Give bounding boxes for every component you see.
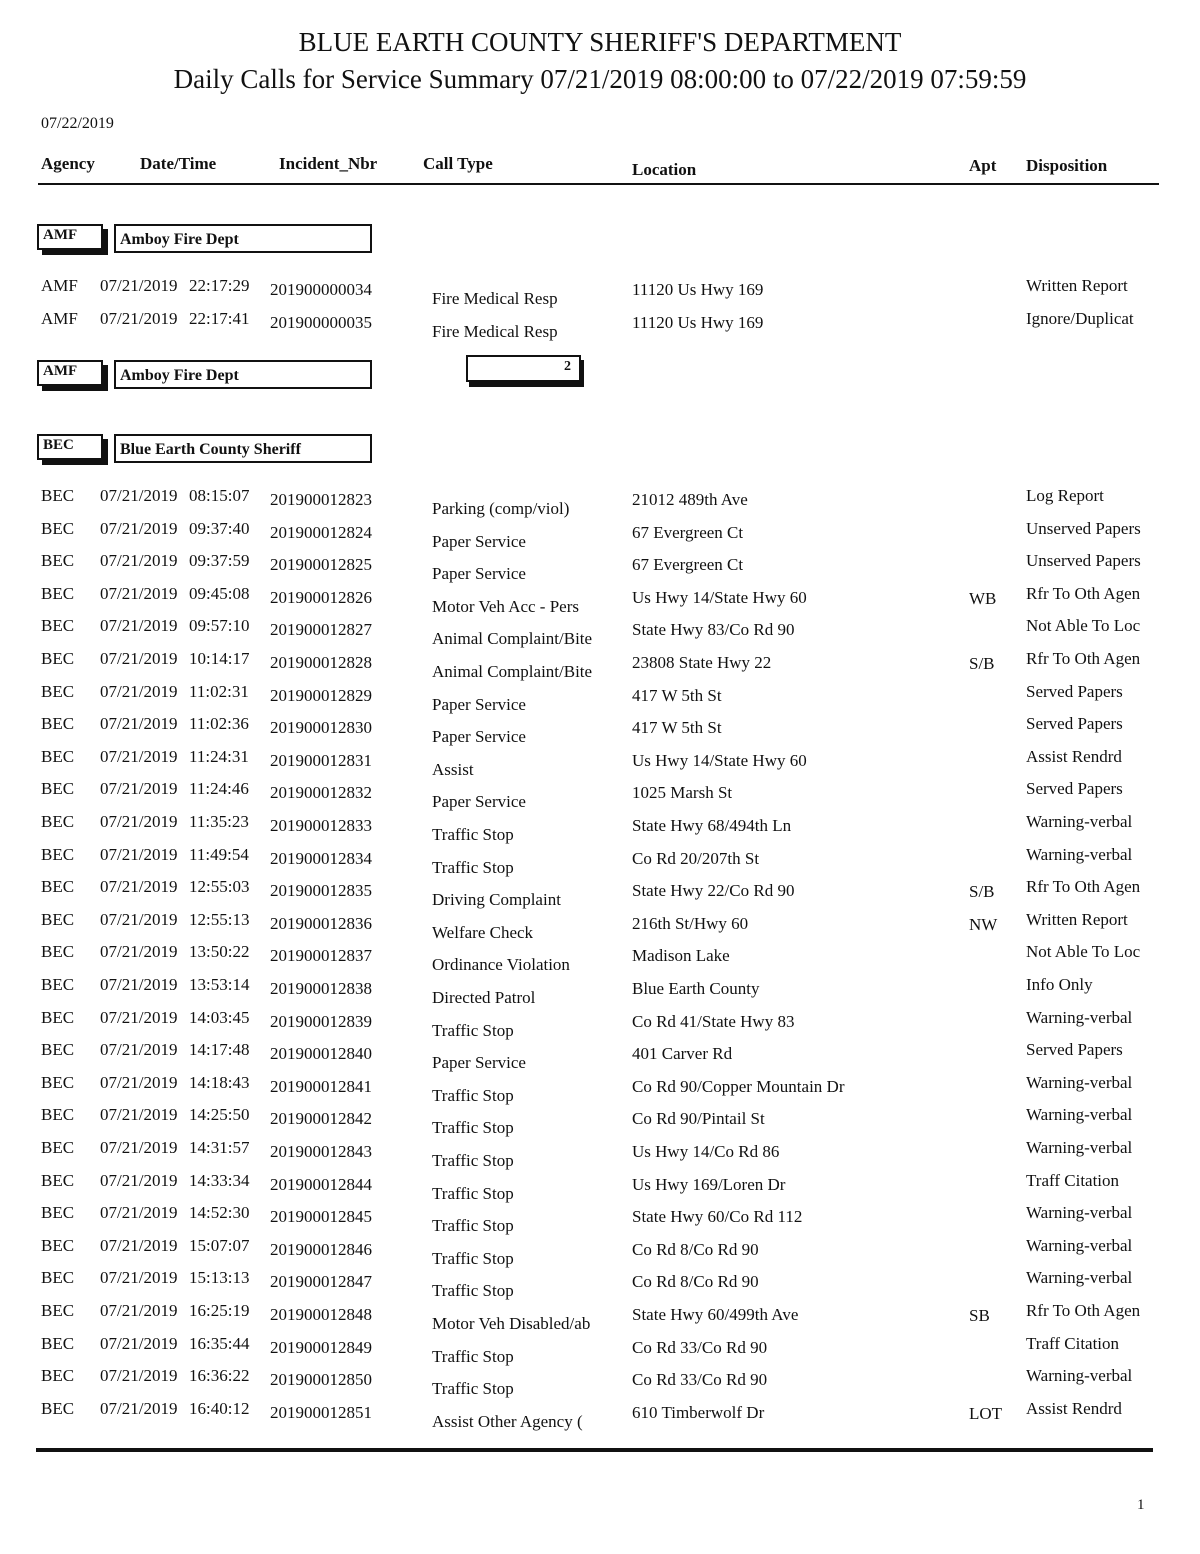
- cell-agency: AMF: [41, 309, 78, 328]
- cell-incident: 201900012829: [270, 685, 372, 705]
- group-count-box: 2: [466, 355, 581, 382]
- cell-location: Blue Earth County: [632, 979, 760, 998]
- cell-date: 07/21/2019: [100, 812, 178, 831]
- cell-agency: BEC: [41, 1301, 75, 1320]
- cell-location: State Hwy 22/Co Rd 90: [632, 881, 795, 901]
- cell-time: 12:55:03: [189, 877, 250, 897]
- cell-location: Us Hwy 169/Loren Dr: [632, 1174, 786, 1194]
- cell-time: 11:02:31: [189, 681, 249, 701]
- group-footer-name-box: Amboy Fire Dept: [114, 360, 372, 389]
- cell-agency: BEC: [41, 583, 75, 603]
- cell-agency: BEC: [41, 1333, 75, 1353]
- cell-incident: 201900012828: [270, 653, 372, 672]
- cell-agency: BEC: [41, 812, 75, 831]
- cell-location: Us Hwy 14/State Hwy 60: [632, 587, 807, 607]
- cell-disposition: Warning-verbal: [1026, 1235, 1133, 1255]
- cell-calltype: Paper Service: [432, 564, 526, 584]
- cell-disposition: Warning-verbal: [1026, 1105, 1133, 1125]
- cell-time: 11:24:46: [189, 779, 249, 799]
- cell-calltype: Traffic Stop: [432, 1151, 514, 1170]
- cell-calltype: Traffic Stop: [432, 1379, 514, 1399]
- cell-incident: 201900012824: [270, 522, 372, 542]
- group-name-box: Amboy Fire Dept: [114, 224, 372, 253]
- report-title: BLUE EARTH COUNTY SHERIFF'S DEPARTMENT: [298, 27, 902, 57]
- cell-calltype: Traffic Stop: [432, 1183, 514, 1203]
- cell-calltype: Paper Service: [432, 1053, 526, 1073]
- cell-agency: BEC: [41, 551, 75, 571]
- cell-calltype: Traffic Stop: [432, 1248, 514, 1268]
- cell-time: 11:49:54: [189, 844, 249, 864]
- cell-time: 12:55:13: [189, 909, 250, 929]
- cell-location: Co Rd 20/207th St: [632, 848, 760, 868]
- cell-incident: 201900012840: [270, 1044, 372, 1064]
- cell-disposition: Warning-verbal: [1026, 812, 1133, 831]
- cell-date: 07/21/2019: [100, 1301, 178, 1320]
- cell-location: 21012 489th Ave: [632, 490, 748, 509]
- cell-date: 07/21/2019: [100, 1138, 178, 1157]
- cell-date: 07/21/2019: [100, 681, 178, 701]
- cell-agency: BEC: [41, 942, 75, 962]
- cell-date: 07/21/2019: [100, 276, 178, 295]
- cell-calltype: Traffic Stop: [432, 1020, 514, 1040]
- cell-time: 22:17:29: [189, 276, 250, 295]
- cell-calltype: Motor Veh Acc - Pers: [432, 596, 579, 616]
- cell-disposition: Rfr To Oth Agen: [1026, 583, 1141, 603]
- cell-agency: BEC: [41, 1040, 75, 1060]
- col-header-calltype: Call Type: [423, 154, 493, 173]
- cell-date: 07/21/2019: [100, 746, 178, 766]
- cell-incident: 201900012834: [270, 848, 372, 868]
- cell-location: 610 Timberwolf Dr: [632, 1402, 765, 1422]
- cell-time: 09:37:59: [189, 551, 250, 571]
- cell-time: 14:33:34: [189, 1170, 250, 1190]
- cell-disposition: Traff Citation: [1026, 1170, 1120, 1190]
- cell-date: 07/21/2019: [100, 616, 178, 636]
- cell-calltype: Traffic Stop: [432, 1346, 514, 1366]
- cell-incident: 201900012843: [270, 1142, 372, 1161]
- cell-calltype: Fire Medical Resp: [432, 289, 558, 308]
- cell-disposition: Log Report: [1026, 486, 1104, 505]
- cell-time: 14:03:45: [189, 1007, 250, 1027]
- cell-location: 1025 Marsh St: [632, 783, 733, 803]
- cell-incident: 201900012844: [270, 1174, 372, 1194]
- cell-disposition: Served Papers: [1026, 681, 1123, 701]
- cell-time: 14:31:57: [189, 1138, 250, 1157]
- cell-calltype: Ordinance Violation: [432, 955, 570, 975]
- cell-calltype: Animal Complaint/Bite: [432, 629, 593, 649]
- cell-apt: S/B: [969, 882, 995, 902]
- cell-agency: BEC: [41, 1170, 75, 1190]
- cell-time: 14:18:43: [189, 1072, 250, 1092]
- cell-date: 07/21/2019: [100, 1170, 178, 1190]
- cell-calltype: Paper Service: [432, 792, 526, 812]
- cell-incident: 201900012839: [270, 1011, 372, 1031]
- cell-date: 07/21/2019: [100, 714, 178, 734]
- cell-agency: BEC: [41, 714, 75, 734]
- cell-location: State Hwy 83/Co Rd 90: [632, 620, 795, 640]
- cell-time: 11:24:31: [189, 746, 249, 766]
- cell-calltype: Traffic Stop: [432, 1085, 514, 1105]
- cell-agency: BEC: [41, 975, 75, 994]
- cell-time: 08:15:07: [189, 486, 250, 505]
- cell-agency: BEC: [41, 746, 75, 766]
- cell-time: 16:36:22: [189, 1366, 250, 1386]
- cell-calltype: Paper Service: [432, 531, 526, 551]
- cell-date: 07/21/2019: [100, 1007, 178, 1027]
- cell-agency: BEC: [41, 1366, 75, 1386]
- cell-agency: BEC: [41, 1105, 75, 1125]
- cell-time: 09:45:08: [189, 583, 250, 603]
- cell-location: State Hwy 68/494th Ln: [632, 816, 792, 835]
- cell-apt: LOT: [969, 1403, 1003, 1423]
- cell-incident: 201900012841: [270, 1076, 372, 1096]
- col-header-disposition: Disposition: [1026, 156, 1108, 175]
- cell-agency: AMF: [41, 276, 78, 295]
- cell-disposition: Warning-verbal: [1026, 1007, 1133, 1027]
- cell-date: 07/21/2019: [100, 309, 178, 328]
- cell-agency: BEC: [41, 1007, 75, 1027]
- cell-incident: 201900012831: [270, 750, 372, 770]
- cell-disposition: Warning-verbal: [1026, 844, 1133, 864]
- cell-incident: 201900012827: [270, 620, 372, 640]
- col-header-apt: Apt: [969, 156, 997, 175]
- run-date: 07/22/2019: [41, 115, 114, 132]
- cell-agency: BEC: [41, 1072, 75, 1092]
- cell-date: 07/21/2019: [100, 1040, 178, 1060]
- cell-calltype: Traffic Stop: [432, 1281, 514, 1301]
- cell-calltype: Paper Service: [432, 694, 526, 714]
- cell-disposition: Written Report: [1026, 909, 1128, 929]
- cell-calltype: Paper Service: [432, 727, 526, 747]
- cell-agency: BEC: [41, 1138, 75, 1157]
- cell-time: 13:53:14: [189, 975, 250, 994]
- group-code-box-bec: BEC: [37, 434, 103, 460]
- cell-time: 16:35:44: [189, 1333, 250, 1353]
- cell-disposition: Assist Rendrd: [1026, 1398, 1122, 1418]
- page-number: 1: [1137, 1497, 1145, 1513]
- cell-agency: BEC: [41, 877, 75, 897]
- cell-disposition: Warning-verbal: [1026, 1203, 1133, 1223]
- cell-disposition: Not Able To Loc: [1026, 942, 1141, 962]
- cell-time: 22:17:41: [189, 309, 250, 328]
- cell-location: 11120 Us Hwy 169: [632, 313, 764, 332]
- cell-apt: SB: [969, 1306, 990, 1325]
- cell-calltype: Parking (comp/viol): [432, 499, 570, 518]
- col-header-location: Location: [632, 160, 697, 179]
- cell-incident: 201900012837: [270, 946, 372, 966]
- cell-location: State Hwy 60/499th Ave: [632, 1305, 799, 1324]
- cell-incident: 201900000035: [270, 313, 372, 332]
- cell-agency: BEC: [41, 681, 75, 701]
- cell-apt: S/B: [969, 654, 995, 673]
- cell-time: 15:07:07: [189, 1235, 250, 1255]
- cell-location: 11120 Us Hwy 169: [632, 280, 764, 299]
- cell-incident: 201900012848: [270, 1305, 372, 1324]
- cell-apt: NW: [969, 914, 998, 934]
- cell-incident: 201900012830: [270, 718, 372, 738]
- cell-agency: BEC: [41, 779, 75, 799]
- cell-calltype: Traffic Stop: [432, 825, 514, 844]
- cell-location: 23808 State Hwy 22: [632, 653, 772, 672]
- cell-disposition: Rfr To Oth Agen: [1026, 649, 1141, 668]
- cell-calltype: Traffic Stop: [432, 1118, 514, 1138]
- cell-calltype: Fire Medical Resp: [432, 322, 558, 341]
- cell-incident: 201900012823: [270, 490, 372, 509]
- col-header-incident: Incident_Nbr: [279, 154, 378, 173]
- cell-calltype: Traffic Stop: [432, 1216, 514, 1236]
- cell-agency: BEC: [41, 616, 75, 636]
- group-code-box: AMF: [37, 224, 103, 250]
- cell-incident: 201900012846: [270, 1239, 372, 1259]
- cell-calltype: Assist: [432, 759, 474, 779]
- cell-calltype: Welfare Check: [432, 922, 534, 942]
- cell-agency: BEC: [41, 1268, 75, 1288]
- cell-disposition: Not Able To Loc: [1026, 616, 1141, 636]
- cell-location: 216th St/Hwy 60: [632, 913, 749, 933]
- cell-location: Co Rd 41/State Hwy 83: [632, 1011, 795, 1031]
- cell-incident: 201900012845: [270, 1207, 372, 1227]
- cell-calltype: Driving Complaint: [432, 890, 561, 910]
- cell-date: 07/21/2019: [100, 1105, 178, 1125]
- cell-incident: 201900012833: [270, 816, 372, 835]
- cell-incident: 201900012838: [270, 979, 372, 998]
- cell-date: 07/21/2019: [100, 1366, 178, 1386]
- cell-date: 07/21/2019: [100, 1398, 178, 1418]
- cell-disposition: Ignore/Duplicat: [1026, 309, 1134, 328]
- cell-time: 14:52:30: [189, 1203, 250, 1223]
- cell-disposition: Info Only: [1026, 975, 1093, 994]
- cell-incident: 201900012849: [270, 1337, 372, 1357]
- cell-agency: BEC: [41, 1203, 75, 1223]
- cell-calltype: Motor Veh Disabled/ab: [432, 1314, 591, 1333]
- cell-time: 11:35:23: [189, 812, 249, 831]
- cell-date: 07/21/2019: [100, 975, 178, 994]
- cell-date: 07/21/2019: [100, 779, 178, 799]
- header-rule: [38, 183, 1159, 185]
- cell-date: 07/21/2019: [100, 583, 178, 603]
- cell-date: 07/21/2019: [100, 1235, 178, 1255]
- cell-date: 07/21/2019: [100, 551, 178, 571]
- group-footer-code-box: AMF: [37, 360, 103, 386]
- cell-disposition: Unserved Papers: [1026, 518, 1141, 538]
- cell-disposition: Assist Rendrd: [1026, 746, 1122, 766]
- footer-rule: [36, 1448, 1153, 1452]
- cell-time: 14:25:50: [189, 1105, 250, 1125]
- cell-date: 07/21/2019: [100, 1203, 178, 1223]
- cell-agency: BEC: [41, 518, 75, 538]
- cell-incident: 201900012851: [270, 1402, 372, 1422]
- cell-calltype: Traffic Stop: [432, 857, 514, 877]
- cell-time: 10:14:17: [189, 649, 250, 668]
- cell-disposition: Unserved Papers: [1026, 551, 1141, 571]
- cell-location: Madison Lake: [632, 946, 730, 966]
- cell-calltype: Assist Other Agency (: [432, 1411, 583, 1431]
- cell-date: 07/21/2019: [100, 942, 178, 962]
- cell-location: 417 W 5th St: [632, 718, 722, 738]
- cell-location: Co Rd 90/Copper Mountain Dr: [632, 1076, 845, 1096]
- cell-time: 09:57:10: [189, 616, 250, 636]
- cell-location: 401 Carver Rd: [632, 1044, 733, 1064]
- cell-disposition: Warning-verbal: [1026, 1268, 1133, 1288]
- cell-date: 07/21/2019: [100, 844, 178, 864]
- cell-incident: 201900012826: [270, 587, 372, 607]
- cell-agency: BEC: [41, 1235, 75, 1255]
- cell-incident: 201900012836: [270, 913, 372, 933]
- cell-agency: BEC: [41, 649, 75, 668]
- cell-incident: 201900012832: [270, 783, 372, 803]
- cell-date: 07/21/2019: [100, 518, 178, 538]
- cell-disposition: Warning-verbal: [1026, 1366, 1133, 1386]
- cell-incident: 201900012850: [270, 1370, 372, 1390]
- cell-time: 13:50:22: [189, 942, 250, 962]
- cell-date: 07/21/2019: [100, 1268, 178, 1288]
- cell-disposition: Served Papers: [1026, 714, 1123, 734]
- cell-date: 07/21/2019: [100, 1333, 178, 1353]
- cell-time: 09:37:40: [189, 518, 250, 538]
- cell-disposition: Rfr To Oth Agen: [1026, 877, 1141, 897]
- cell-disposition: Warning-verbal: [1026, 1072, 1133, 1092]
- cell-disposition: Served Papers: [1026, 779, 1123, 799]
- cell-location: Us Hwy 14/State Hwy 60: [632, 750, 807, 770]
- cell-disposition: Served Papers: [1026, 1040, 1123, 1060]
- cell-date: 07/21/2019: [100, 909, 178, 929]
- cell-agency: BEC: [41, 844, 75, 864]
- cell-agency: BEC: [41, 486, 75, 505]
- cell-time: 11:02:36: [189, 714, 249, 734]
- cell-date: 07/21/2019: [100, 877, 178, 897]
- cell-disposition: Written Report: [1026, 276, 1128, 295]
- cell-location: State Hwy 60/Co Rd 112: [632, 1207, 803, 1227]
- cell-agency: BEC: [41, 909, 75, 929]
- cell-location: Co Rd 90/Pintail St: [632, 1109, 765, 1129]
- cell-date: 07/21/2019: [100, 649, 178, 668]
- cell-location: Us Hwy 14/Co Rd 86: [632, 1142, 780, 1161]
- cell-date: 07/21/2019: [100, 486, 178, 505]
- cell-location: Co Rd 33/Co Rd 90: [632, 1337, 768, 1357]
- col-header-datetime: Date/Time: [140, 154, 217, 173]
- cell-calltype: Directed Patrol: [432, 988, 536, 1007]
- cell-incident: 201900012847: [270, 1272, 372, 1292]
- cell-incident: 201900012842: [270, 1109, 372, 1129]
- report-subtitle: Daily Calls for Service Summary 07/21/2019 08:00:00 to 07/22/2019 07:59:59: [173, 64, 1027, 94]
- cell-apt: WB: [969, 588, 997, 608]
- cell-location: 67 Evergreen Ct: [632, 555, 744, 575]
- cell-location: Co Rd 8/Co Rd 90: [632, 1239, 759, 1259]
- col-header-agency: Agency: [41, 154, 95, 173]
- cell-location: 67 Evergreen Ct: [632, 522, 744, 542]
- cell-incident: 201900012835: [270, 881, 372, 901]
- cell-incident: 201900000034: [270, 280, 372, 299]
- cell-date: 07/21/2019: [100, 1072, 178, 1092]
- cell-calltype: Animal Complaint/Bite: [432, 662, 593, 681]
- cell-time: 14:17:48: [189, 1040, 250, 1060]
- group-name-box-bec: Blue Earth County Sheriff: [114, 434, 372, 463]
- cell-disposition: Traff Citation: [1026, 1333, 1120, 1353]
- cell-location: Co Rd 8/Co Rd 90: [632, 1272, 759, 1292]
- cell-location: Co Rd 33/Co Rd 90: [632, 1370, 768, 1390]
- cell-disposition: Rfr To Oth Agen: [1026, 1301, 1141, 1320]
- cell-agency: BEC: [41, 1398, 75, 1418]
- cell-time: 16:40:12: [189, 1398, 250, 1418]
- cell-disposition: Warning-verbal: [1026, 1138, 1133, 1157]
- cell-time: 15:13:13: [189, 1268, 250, 1288]
- cell-location: 417 W 5th St: [632, 685, 722, 705]
- cell-incident: 201900012825: [270, 555, 372, 575]
- cell-time: 16:25:19: [189, 1301, 250, 1320]
